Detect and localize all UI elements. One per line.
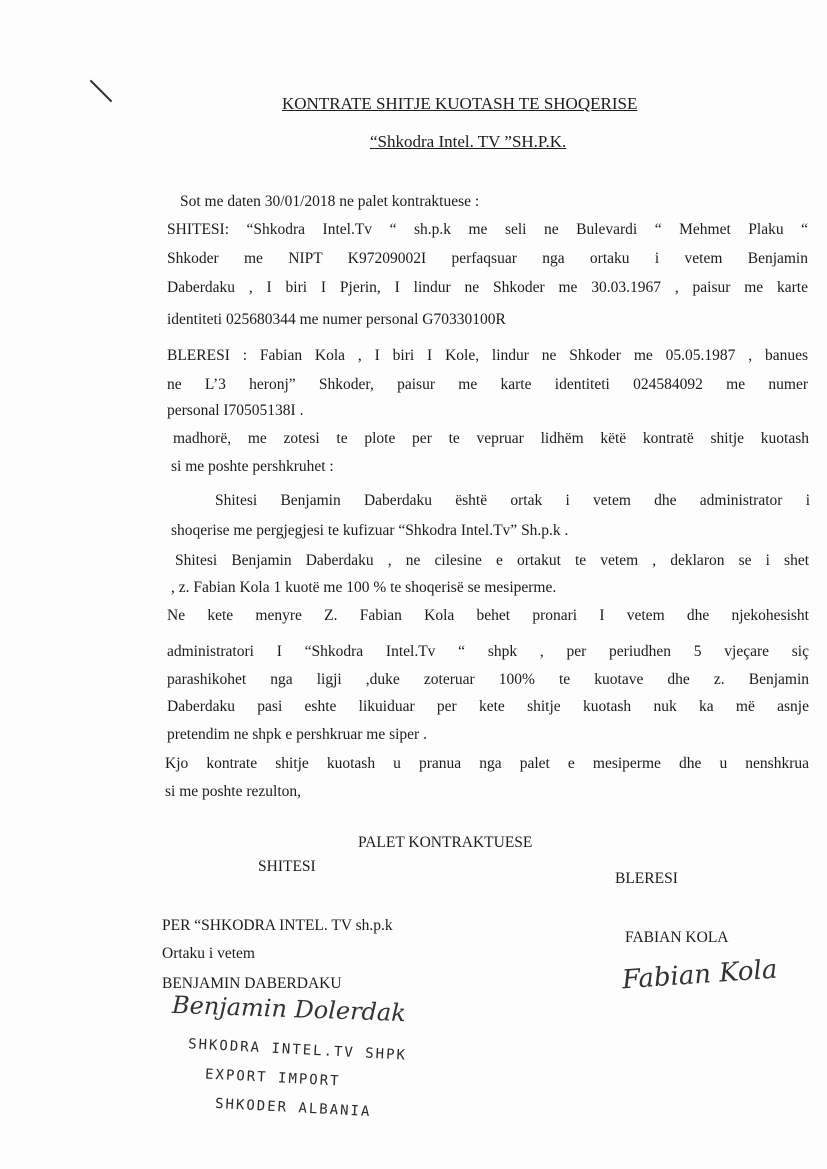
paragraph-line: Shkoder me NIPT K97209002I perfaqsuar nga ortaku i vetem Benjamin — [167, 250, 808, 267]
paragraph-line: Kjo kontrate shitje kuotash u pranua nga palet e mesiperme dhe u nenshkrua — [165, 755, 809, 772]
paragraph-line: personal I70505138I . — [167, 402, 304, 419]
paragraph-line: , z. Fabian Kola 1 kuotë me 100 % te shoqerisë se mesiperme. — [171, 579, 557, 596]
seller-label: SHITESI — [258, 858, 316, 875]
paragraph-line: BLERESI : Fabian Kola , I biri I Kole, lindur ne Shkoder me 05.05.1987 , banues — [167, 347, 808, 364]
paragraph-line: SHITESI: “Shkodra Intel.Tv “ sh.p.k me seli ne Bulevardi “ Mehmet Plaku “ — [167, 221, 808, 238]
stamp-line: SHKODRA INTEL.TV SHPK — [187, 1036, 408, 1064]
seller-role: Ortaku i vetem — [162, 945, 255, 962]
paragraph-line: pretendim ne shpk e pershkruar me siper . — [167, 726, 427, 743]
paragraph-line: Sot me daten 30/01/2018 ne palet kontraktuese : — [180, 193, 480, 210]
buyer-signature: Fabian Kola — [621, 954, 779, 996]
paragraph-line: ne L’3 heronj” Shkoder, paisur me karte identiteti 024584092 me numer — [167, 376, 808, 393]
paragraph-line: Shitesi Benjamin Daberdaku , ne cilesine e ortakut te vetem , deklaron se i shet — [175, 552, 809, 569]
paragraph-line: identiteti 025680344 me numer personal G70330100R — [167, 311, 506, 328]
stamp-line: SHKODER ALBANIA — [214, 1095, 372, 1121]
paragraph-line: madhorë, me zotesi te plote per te vepruar lidhëm këtë kontratë shitje kuotash — [173, 430, 809, 447]
paragraph-line: administratori I “Shkodra Intel.Tv “ shpk , per periudhen 5 vjeçare siç — [167, 643, 809, 660]
seller-company: PER “SHKODRA INTEL. TV sh.p.k — [162, 917, 393, 934]
paragraph-line: Daberdaku , I biri I Pjerin, I lindur ne Shkoder me 30.03.1967 , paisur me karte — [167, 279, 808, 296]
buyer-label: BLERESI — [615, 870, 678, 887]
paragraph-line: shoqerise me pergjegjesi te kufizuar “Shkodra Intel.Tv” Sh.p.k . — [171, 522, 569, 539]
paragraph-line: si me poshte rezulton, — [165, 783, 302, 800]
paragraph-line: Daberdaku pasi eshte likuiduar per kete shitje kuotash nuk ka më asnje — [167, 698, 809, 715]
document-subtitle: “Shkodra Intel. TV ”SH.P.K. — [370, 132, 567, 151]
buyer-name: FABIAN KOLA — [625, 929, 729, 946]
paragraph-line: si me poshte pershkruhet : — [171, 458, 334, 475]
stamp-line: EXPORT IMPORT — [204, 1066, 341, 1090]
document-title: KONTRATE SHITJE KUOTASH TE SHOQERISE — [282, 94, 638, 113]
paragraph-line: Shitesi Benjamin Daberdaku është ortak i vetem dhe administrator i — [215, 492, 810, 509]
seller-signature: Benjamin Dolerdak — [171, 990, 407, 1028]
paragraph-line: parashikohet nga ligji ,duke zoteruar 100% te kuotave dhe z. Benjamin — [167, 671, 809, 688]
paragraph-line: Ne kete menyre Z. Fabian Kola behet pronari I vetem dhe njekohesisht — [167, 607, 809, 624]
parties-heading: PALET KONTRAKTUESE — [358, 834, 533, 851]
pen-mark — [90, 80, 113, 103]
seller-name: BENJAMIN DABERDAKU — [162, 975, 342, 992]
